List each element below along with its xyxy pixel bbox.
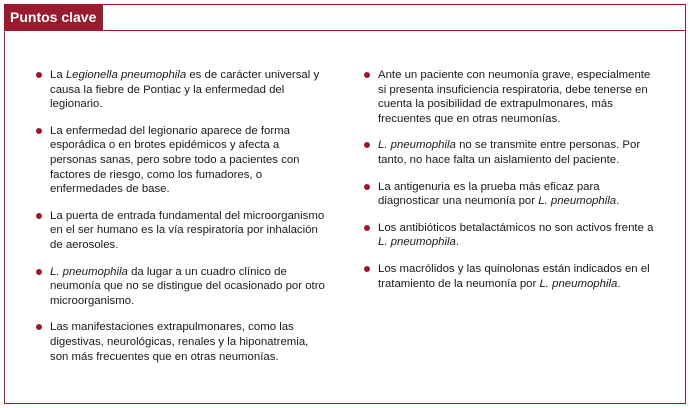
box-title: Puntos clave (4, 4, 103, 31)
bullet-item (364, 262, 654, 291)
right-column (364, 68, 654, 303)
bullet-dot-icon (364, 184, 370, 190)
bullet-dot-icon (36, 72, 42, 78)
italic-term: Legionella pneumophila (65, 69, 187, 81)
bullet-text: Los macrólidos y las quinolonas están indicados en el tratamiento de la neumonía por (378, 262, 650, 290)
bullet-item (36, 209, 326, 253)
bullet-item (36, 320, 326, 364)
bullet-text: no se transmite entre personas. Por tanto, no hace falta un aislamiento del paciente. (378, 139, 641, 166)
bullet-dot-icon (364, 225, 370, 231)
bullet-dot-icon (36, 324, 42, 330)
bullet-text: La antigenuria es la prueba más eficaz para diagnosticar una neumonía por (378, 180, 600, 208)
bullet-text: La (50, 69, 66, 81)
bullet-item (364, 221, 654, 250)
bullet-text: Las manifestaciones extrapulmonares, como las digestivas, neurológicas, renales y la hiponatremia, son más frecuentes que en otras neumonías. (50, 321, 309, 363)
bullet-text: . (617, 277, 621, 290)
bullet-text: Ante un paciente con neumonía grave, especialmente si presenta insuficiencia respiratoria, debe tenerse en cuenta la posibilidad de extrapulmonares, más frecuentes que en otras neumonías. (378, 69, 651, 125)
title-divider (4, 30, 686, 31)
bullet-item (364, 68, 654, 126)
bullet-dot-icon (36, 128, 42, 134)
italic-term: L. pneumophila (378, 139, 456, 152)
bullet-dot-icon (364, 266, 370, 272)
italic-term: L. pneumophila (378, 236, 456, 249)
bullet-item (36, 124, 326, 197)
italic-term: L. pneumophila (539, 277, 618, 290)
bullet-text: . (616, 195, 620, 208)
bullet-dot-icon (364, 72, 370, 78)
bullet-dot-icon (364, 142, 370, 148)
bullet-text: es de carácter universal y causa la fiebre de Pontiac y la enfermedad del legionario. (50, 69, 320, 111)
bullet-text: da lugar a un cuadro clínico de neumonía que no se distingue del ocasionado por otro microorganismo. (50, 265, 325, 307)
bullet-item (364, 138, 654, 167)
bullet-item (36, 265, 326, 309)
bullet-item (36, 68, 326, 112)
italic-term: L. pneumophila (50, 265, 128, 278)
bullet-text: La enfermedad del legionario aparece de forma esporádica o en brotes epidémicos y afecta a personas sanas, pero sobre todo a pacientes con factores de riesgo, como los fumadores, o enfermedades de base. (50, 124, 300, 196)
bullet-dot-icon (36, 269, 42, 275)
bullet-dot-icon (36, 213, 42, 219)
italic-term: L. pneumophila (538, 195, 617, 208)
left-column (36, 68, 326, 376)
bullet-text: . (455, 236, 460, 249)
bullet-item (364, 180, 654, 209)
bullet-text: Los antibióticos betalactámicos no son activos frente a (378, 221, 654, 234)
bullet-text: La puerta de entrada fundamental del microorganismo en el ser humano es la vía respiratoria por inhalación de aerosoles. (50, 209, 325, 251)
